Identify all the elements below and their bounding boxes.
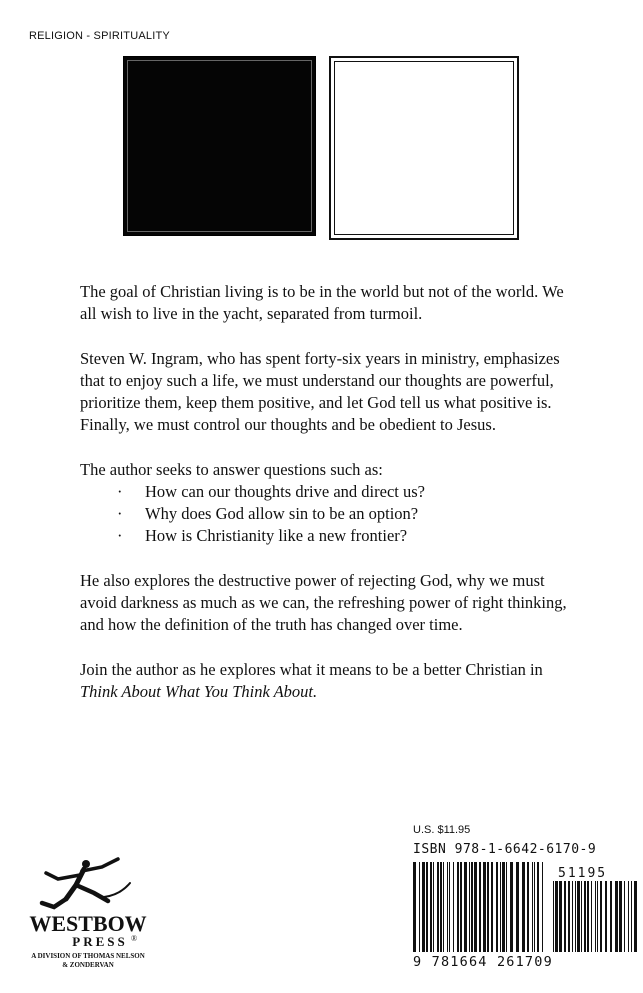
barcode-bar <box>413 862 416 952</box>
barcode-bar <box>615 881 618 952</box>
barcode-bar <box>572 881 573 952</box>
price-label: U.S. $11.95 <box>413 824 471 836</box>
barcode-bar <box>553 881 554 952</box>
list-item: · Why does God allow sin to be an option? <box>117 504 419 523</box>
barcode-bar <box>457 862 459 952</box>
barcode-bar <box>453 862 454 952</box>
paragraph-author: Steven W. Ingram, who has spent forty-six years in ministry, emphasizes that to enjoy such a life, we must understand our thoughts are powerful, prioritize them, keep them positive, and let God tell us what positive is. Finally, we must control our thoughts and be obedient to Jesus. <box>80 349 560 434</box>
barcode <box>410 860 640 970</box>
barcode-bar <box>522 862 525 952</box>
barcode-bar <box>496 862 498 952</box>
barcode-bar <box>581 881 582 952</box>
barcode-bar <box>619 881 622 952</box>
barcode-bar <box>610 881 612 952</box>
paragraph-questions-lead: The author seeks to answer questions such as: <box>80 460 383 479</box>
barcode-bar <box>502 862 505 952</box>
barcode-bar <box>527 862 529 952</box>
publisher-name: WESTBOW <box>29 911 147 936</box>
barcode-bar <box>537 862 539 952</box>
list-item: · How can our thoughts drive and direct us? <box>117 482 425 501</box>
black-square-image <box>123 56 316 236</box>
barcode-bar <box>631 881 632 952</box>
barcode-bar <box>464 862 467 952</box>
barcode-bar <box>564 881 566 952</box>
barcode-bar <box>568 881 570 952</box>
barcode-bar <box>419 862 420 952</box>
isbn-label: ISBN 978-1-6642-6170-9 <box>413 842 597 857</box>
barcode-bar <box>479 862 481 952</box>
paragraph-intro: The goal of Christian living is to be in the world but not of the world. We all wish to live in the yacht, separated from turmoil. <box>80 282 564 323</box>
barcode-bar <box>634 881 637 952</box>
list-item: · How is Christianity like a new frontier? <box>117 526 408 545</box>
addon-barcode-bars <box>553 881 637 952</box>
barcode-bar <box>577 881 580 952</box>
barcode-bar <box>506 862 507 952</box>
main-barcode-bars <box>413 862 543 952</box>
barcode-bar <box>559 881 562 952</box>
barcode-bar <box>532 862 533 952</box>
barcode-bar <box>460 862 462 952</box>
category-label: RELIGION - SPIRITUALITY <box>29 30 170 42</box>
barcode-bar <box>624 881 625 952</box>
barcode-bar <box>534 862 535 952</box>
barcode-bar <box>575 881 576 952</box>
barcode-bar <box>443 862 444 952</box>
barcode-bar <box>595 881 596 952</box>
barcode-bar <box>500 862 501 952</box>
price-code: 51195 <box>558 866 608 881</box>
book-title: Think About What You Think About. <box>80 682 318 701</box>
registered-mark: ® <box>131 934 138 943</box>
barcode-bar <box>491 862 493 952</box>
barcode-bar <box>510 862 513 952</box>
publisher-press: PRESS <box>72 934 128 949</box>
publisher-division-2: & ZONDERVAN <box>62 961 114 969</box>
barcode-bar <box>483 862 486 952</box>
barcode-bar <box>600 881 602 952</box>
publisher-division: A DIVISION OF THOMAS NELSON <box>31 952 145 960</box>
barcode-bar <box>474 862 477 952</box>
barcode-bar <box>437 862 439 952</box>
westbow-press-logo <box>18 855 158 973</box>
barcode-bar <box>628 881 629 952</box>
bullet: · <box>117 526 123 545</box>
paragraph-themes: He also explores the destructive power of rejecting God, why we must avoid darkness as much as we can, the refreshing power of right thinking, and how the definition of the truth has changed over time. <box>80 571 567 634</box>
barcode-bar <box>469 862 470 952</box>
barcode-bar <box>555 881 558 952</box>
barcode-bar <box>584 881 586 952</box>
barcode-bar <box>440 862 442 952</box>
barcode-bar <box>430 862 432 952</box>
barcode-bar <box>591 881 592 952</box>
bullet: · <box>117 482 123 501</box>
barcode-bar <box>587 881 589 952</box>
barcode-bar <box>449 862 450 952</box>
barcode-bar <box>422 862 425 952</box>
paragraph-closing: Join the author as he explores what it means to be a better Christian in Think About What You Think About. <box>80 660 543 701</box>
barcode-bar <box>471 862 473 952</box>
barcode-bar <box>605 881 607 952</box>
barcode-bar <box>447 862 448 952</box>
leaping-figure-icon <box>42 859 130 907</box>
bullet: · <box>117 504 123 523</box>
barcode-bar <box>542 862 543 952</box>
barcode-number: 9 781664 261709 <box>413 954 553 970</box>
barcode-bar <box>487 862 489 952</box>
question-list <box>80 481 570 547</box>
barcode-bar <box>516 862 519 952</box>
barcode-bar <box>426 862 428 952</box>
white-square-image <box>329 56 519 240</box>
barcode-bar <box>433 862 434 952</box>
back-cover-description <box>80 281 570 726</box>
barcode-bar <box>597 881 598 952</box>
